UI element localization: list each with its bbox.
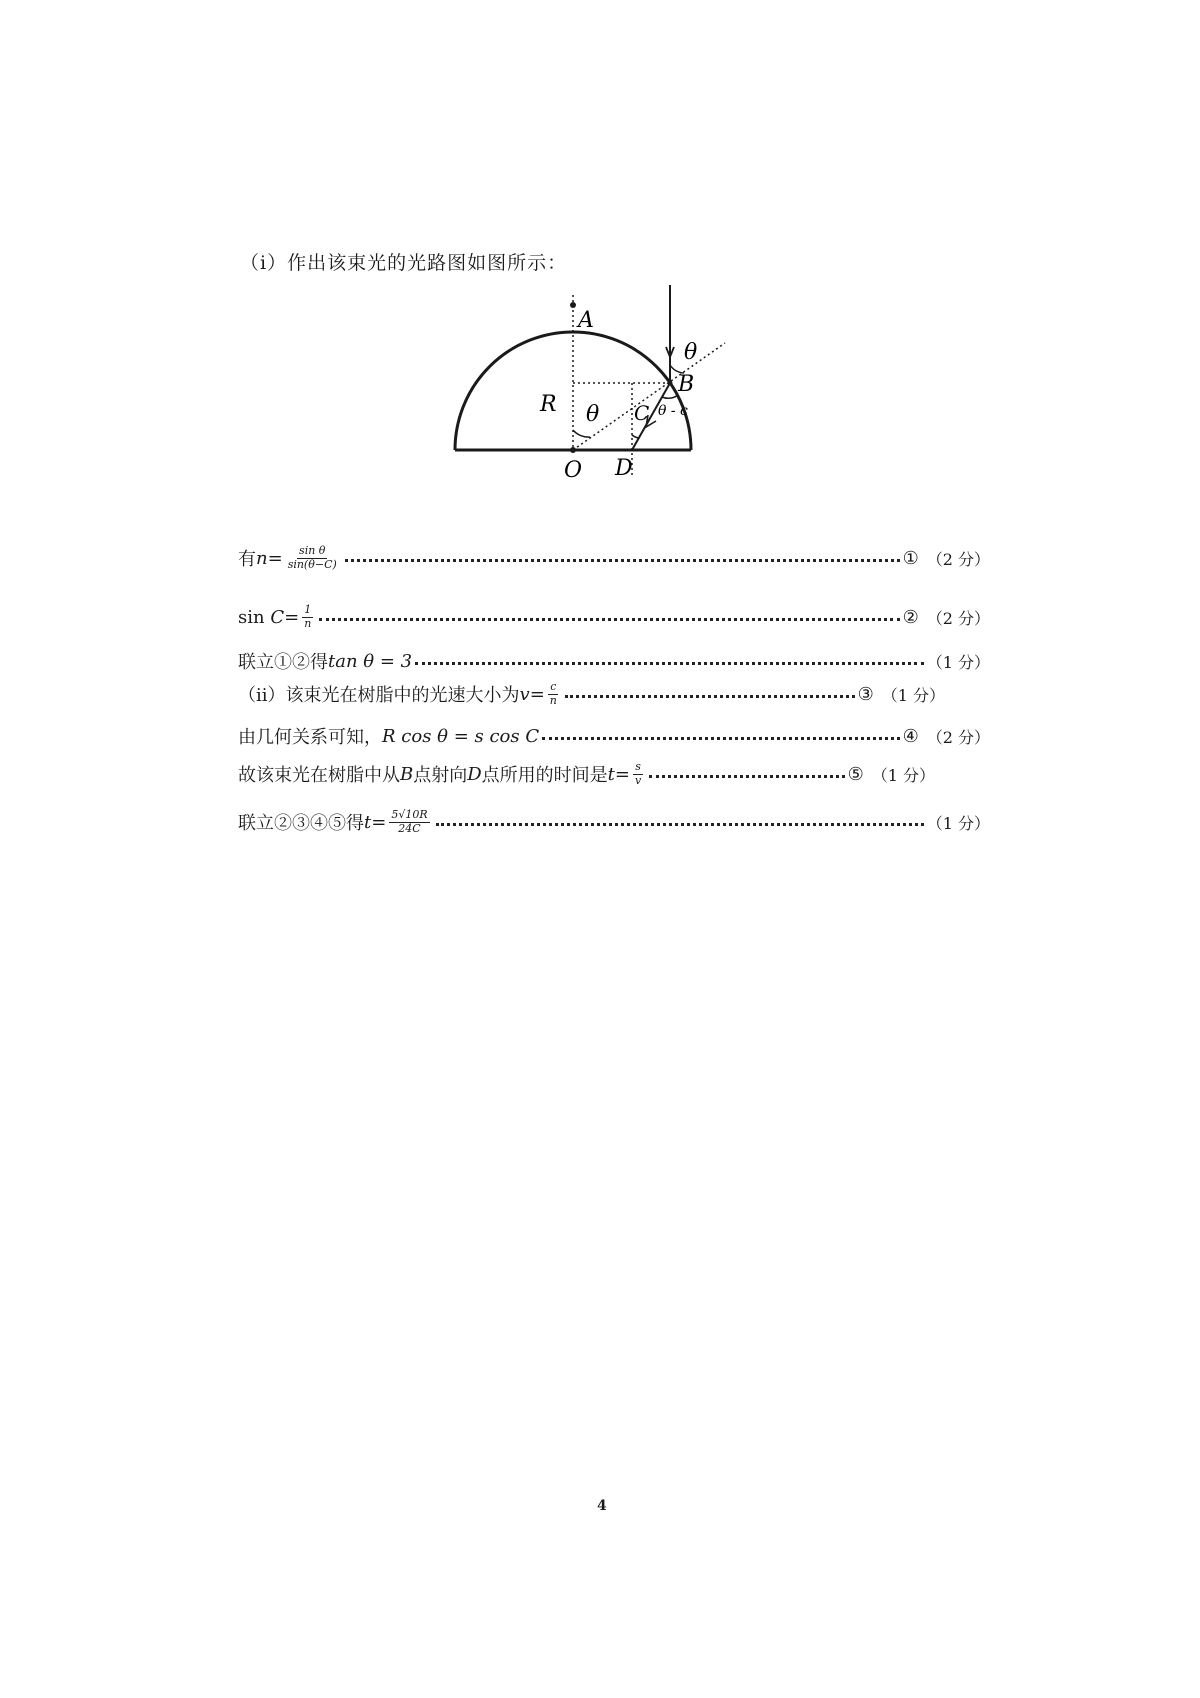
label-a: A: [578, 308, 594, 333]
label-theta-top: θ: [684, 340, 698, 365]
line-4-numerator: c: [550, 679, 557, 693]
line-2-eq: =: [284, 606, 300, 628]
equation-line-2: [238, 597, 990, 637]
line-7-numerator: 5√10R: [391, 807, 428, 821]
line-7-fraction: [389, 809, 429, 835]
line-6-var: t: [607, 763, 615, 785]
theta-minus-c-arc: [662, 395, 678, 398]
line-1-fraction: [286, 545, 339, 571]
label-c: C: [634, 401, 650, 425]
label-theta-center: θ: [586, 402, 600, 427]
line-6-mid-1: 点射向: [413, 765, 468, 786]
line-7-eq: =: [371, 811, 387, 833]
line-2-denominator: n: [304, 616, 312, 630]
point-o: [570, 447, 576, 453]
theta-arc-center: [573, 430, 590, 437]
section-heading: （i）作出该束光的光路图如图所示：: [240, 252, 568, 274]
equation-line-5: [238, 716, 990, 756]
line-6-numerator: s: [635, 759, 641, 773]
dot-leader: [542, 737, 899, 740]
line-1-denominator: sin(θ−C): [287, 557, 337, 571]
dot-leader: [436, 823, 924, 826]
line-7-points: （1 分）: [926, 813, 990, 833]
line-6-denominator: v: [635, 773, 642, 787]
dot-leader: [565, 695, 855, 698]
line-4-marker: ③: [857, 683, 874, 705]
line-3-prefix: 联立①②得: [238, 652, 328, 673]
dot-leader: [319, 618, 899, 621]
line-2-points: （2 分）: [926, 608, 990, 628]
line-2-prefix: sin: [238, 606, 265, 628]
line-4-points: （1 分）: [881, 685, 945, 705]
line-4-var: v: [519, 683, 530, 705]
line-5-var: R cos θ = s cos C: [382, 725, 540, 747]
line-2-marker: ②: [902, 606, 919, 628]
line-4-prefix: （ii）该束光在树脂中的光速大小为: [238, 685, 520, 706]
dot-leader: [345, 559, 900, 562]
line-6-prefix: 故该束光在树脂中从: [238, 765, 400, 786]
dot-leader: [415, 662, 924, 665]
line-6-point-b: B: [400, 763, 414, 785]
line-6-eq: =: [614, 763, 630, 785]
line-3-points: （1 分）: [926, 652, 990, 672]
dot-leader: [649, 775, 844, 778]
label-d: D: [615, 456, 633, 481]
equation-line-1: [238, 538, 990, 578]
c-arc: [632, 435, 639, 438]
line-2-fraction: [302, 604, 313, 630]
line-5-points: （2 分）: [926, 727, 990, 747]
line-2-numerator: 1: [304, 602, 312, 616]
line-6-fraction: [633, 761, 643, 787]
line-4-eq: =: [529, 683, 545, 705]
label-o: O: [564, 458, 583, 483]
line-3-var: tan θ = 3: [328, 650, 413, 672]
label-b: B: [678, 372, 695, 397]
line-7-var: t: [364, 811, 372, 833]
equation-line-4: [238, 674, 945, 714]
equation-line-7: [238, 802, 990, 842]
line-6-point-d: D: [467, 763, 482, 785]
line-7-prefix: 联立②③④⑤得: [238, 813, 364, 834]
line-1-eq: =: [267, 547, 283, 569]
equation-line-6: [238, 754, 935, 794]
line-6-marker: ⑤: [847, 763, 864, 785]
light-path-diagram: [440, 275, 770, 497]
line-1-marker: ①: [902, 547, 919, 569]
line-1-numerator: sin θ: [299, 543, 326, 557]
line-7-denominator: 24C: [398, 821, 421, 835]
line-5-marker: ④: [902, 725, 919, 747]
line-4-fraction: [548, 681, 559, 707]
line-1-var: n: [256, 547, 268, 569]
point-b: [668, 381, 673, 386]
label-r: R: [540, 392, 557, 417]
line-1-points: （2 分）: [926, 549, 990, 569]
line-2-var: C: [270, 606, 285, 628]
point-a: [570, 302, 576, 308]
line-6-points: （1 分）: [871, 765, 935, 785]
page-number: 4: [597, 1498, 607, 1514]
label-theta-minus-c: θ - c: [658, 403, 688, 419]
line-1-prefix: 有: [238, 549, 256, 570]
line-6-mid-2: 点所用的时间是: [481, 765, 608, 786]
line-4-denominator: n: [549, 693, 557, 707]
line-5-prefix: 由几何关系可知，: [238, 727, 382, 748]
